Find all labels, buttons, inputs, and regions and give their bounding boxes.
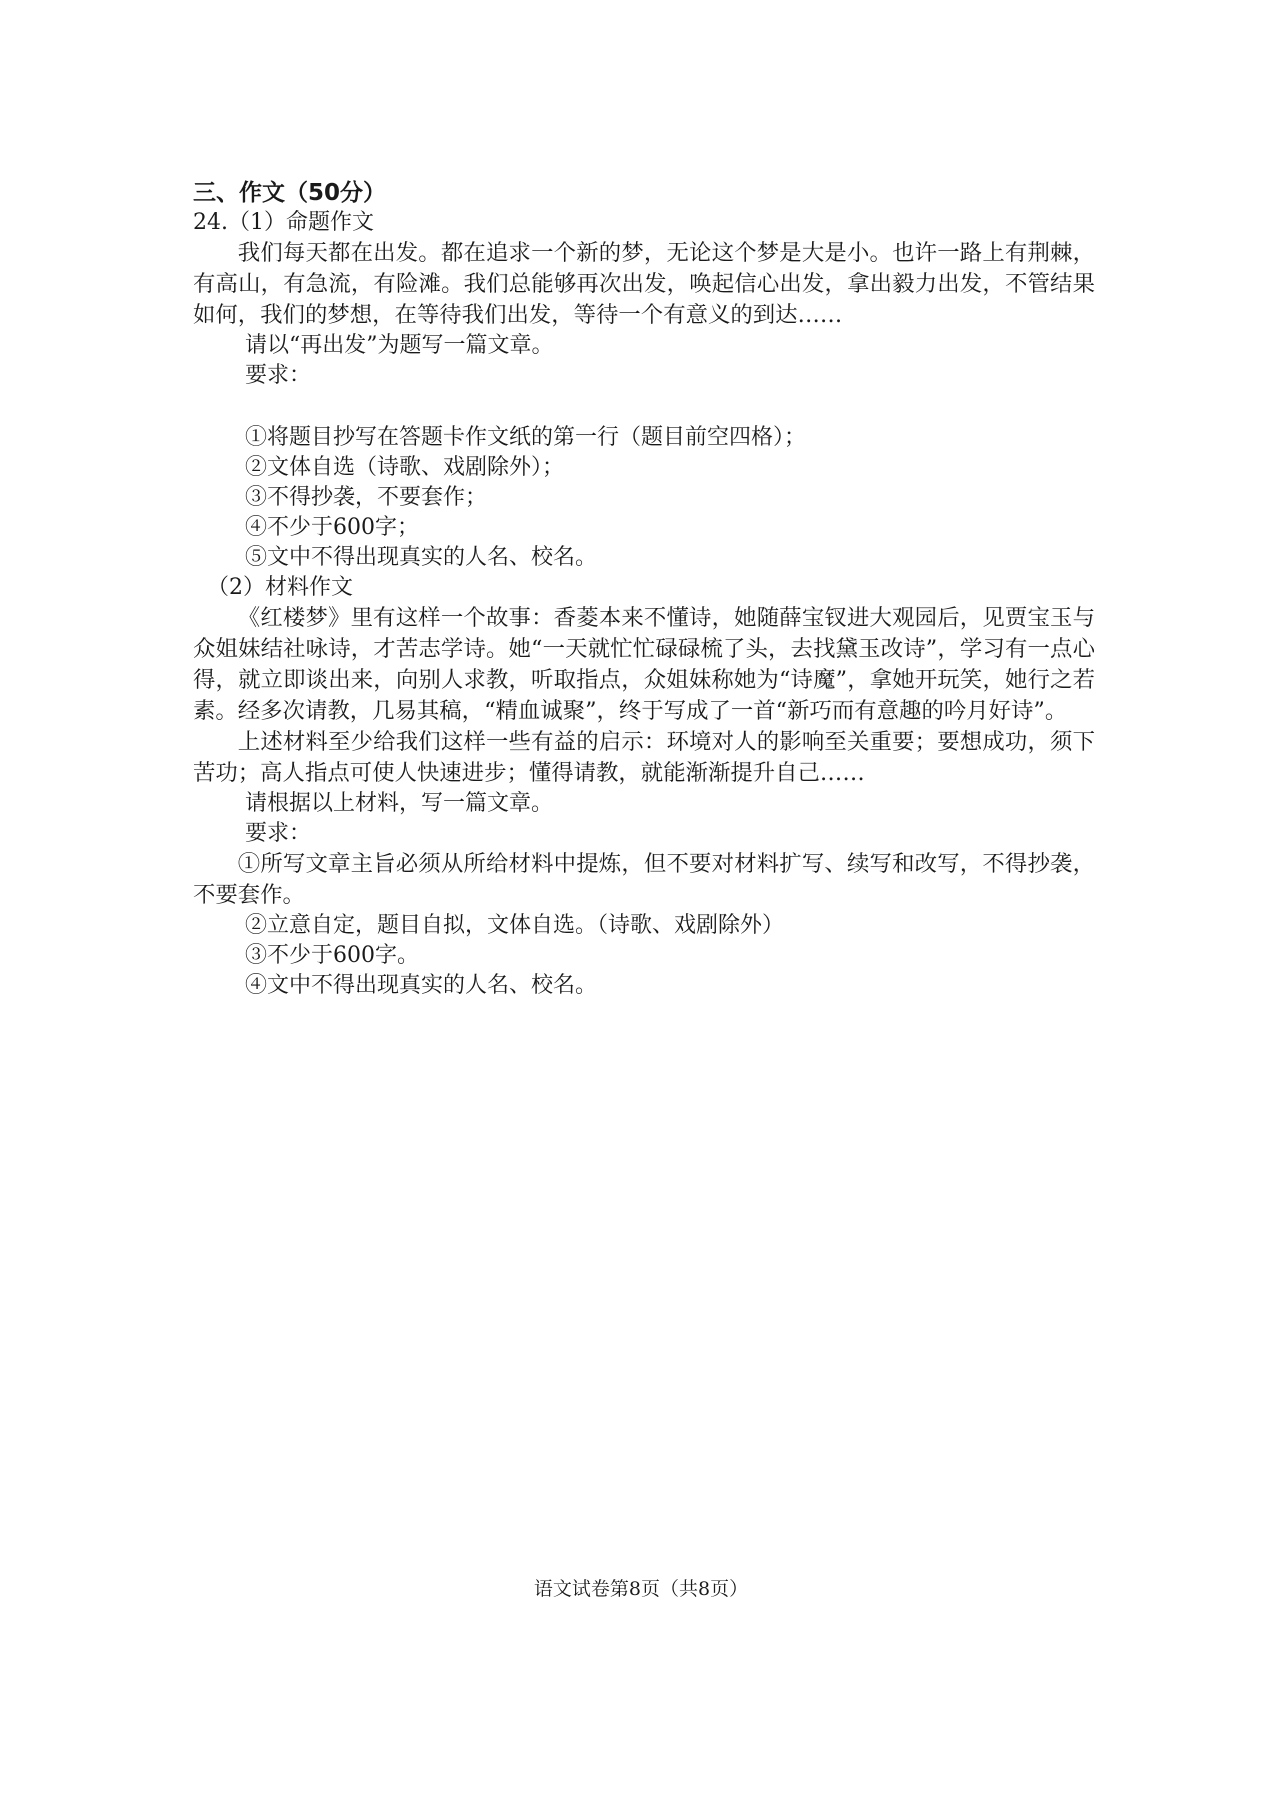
requirement-item: ④不少于600字； [245, 515, 419, 540]
question-24-part2-requirements-list [193, 849, 1095, 1001]
material-paragraph: 《红楼梦》里有这样一个故事：香菱本来不懂诗，她随薛宝钗进大观园后，见贾宝玉与众姐妹结社咏诗，才苦志学诗。她“一天就忙忙碌碌梳了头，去找黛玉改诗”，学习有一点心得，就立即谈出来，向别人求教，听取指点，众姐妹称她为“诗魔”，拿她开玩笑，她行之若素。经多次请教，几易其稿，“精血诚聚”，终于写成了一首“新巧而有意趣的吟月好诗”。 [193, 605, 1095, 724]
section-title: 三、作文（50分） [193, 180, 387, 206]
question-24-part1-heading: 24.（1）命题作文 [193, 210, 374, 235]
requirement-item: ①将题目抄写在答题卡作文纸的第一行（题目前空四格）； [245, 425, 807, 450]
question-24-prompt-paragraph: 我们每天都在出发。都在追求一个新的梦，无论这个梦是大是小。也许一路上有荆棘，有高山，有急流，有险滩。我们总能够再次出发，唤起信心出发，拿出毅力出发，不管结果如何，我们的梦想，在等待我们出发，等待一个有意义的到达…… [193, 240, 1095, 328]
question-24-part2-heading: （2）材料作文 [207, 575, 353, 600]
question-24-part2-requirements-label: 要求： [245, 821, 312, 846]
requirement-item: ①所写文章主旨必须从所给材料中提炼，但不要对材料扩写、续写和改写，不得抄袭，不要套作。 [193, 851, 1095, 908]
question-24-part2-instruction: 请根据以上材料，写一篇文章。 [245, 791, 554, 816]
requirement-item: ④文中不得出现真实的人名、校名。 [245, 973, 598, 998]
requirement-item: ③不少于600字。 [245, 943, 419, 968]
composition-section [193, 178, 1095, 1001]
question-24-requirements-label: 要求： [245, 363, 312, 388]
question-24-instruction: 请以“再出发”为题写一篇文章。 [245, 333, 554, 358]
requirement-item: ⑤文中不得出现真实的人名、校名。 [245, 545, 598, 570]
requirement-item: ②文体自选（诗歌、戏剧除外）； [245, 455, 565, 480]
requirement-item: ②立意自定，题目自拟，文体自选。（诗歌、戏剧除外） [245, 913, 785, 938]
material-summary-paragraph: 上述材料至少给我们这样一些有益的启示：环境对人的影响至关重要；要想成功，须下苦功；高人指点可使人快速进步；懂得请教，就能渐渐提升自己…… [193, 729, 1095, 786]
spacer [193, 391, 1095, 423]
question-24-requirements-list [193, 423, 1095, 573]
page-footer: 语文试卷第8页（共8页） [533, 1578, 749, 1600]
requirement-item: ③不得抄袭，不要套作； [245, 485, 488, 510]
